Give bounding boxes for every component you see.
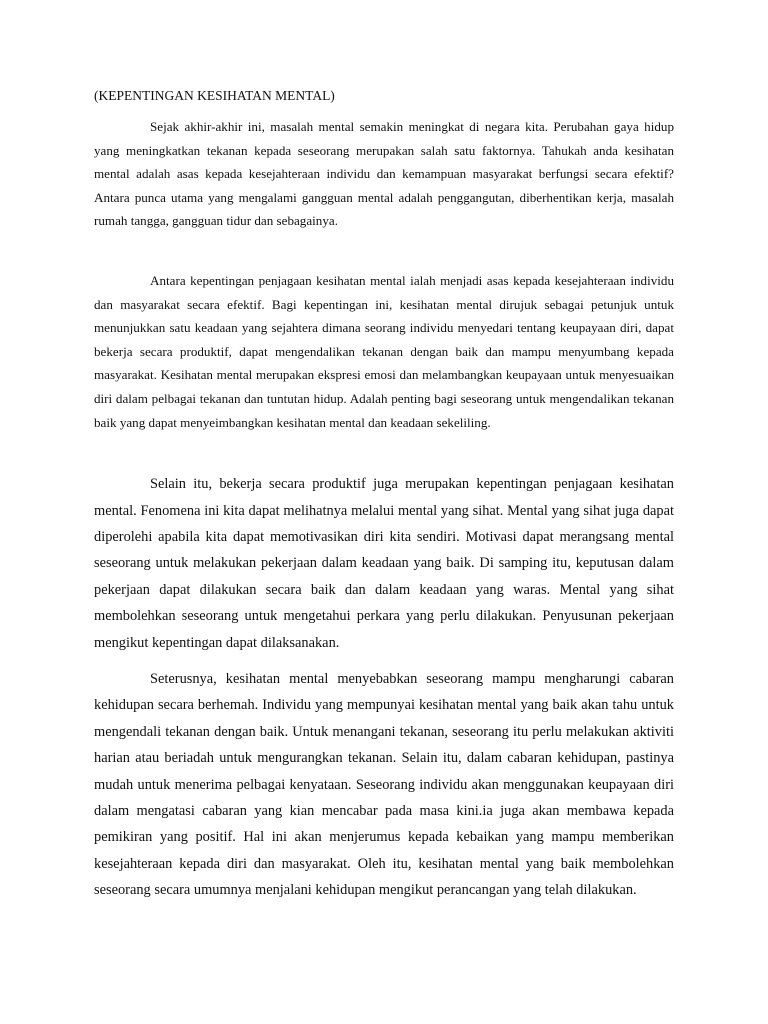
paragraph-intro: Sejak akhir-akhir ini, masalah mental semakin meningkat di negara kita. Perubahan gaya hidup yang meningkatkan tekanan kepada seseorang merupakan salah satu faktornya. Tahukah anda kesihatan mental adalah asas kepada kesejahteraan individu dan kemampuan masyarakat berfungsi secara efektif? Antara punca utama yang mengalami gangguan mental adalah penggangutan, diberhentikan kerja, masalah rumah tangga, gangguan tidur dan sebagainya. [94,119,674,229]
paragraph-life-challenges: Seterusnya, kesihatan mental menyebabkan seseorang mampu mengharungi cabaran kehidupan secara berhemah. Individu yang mempunyai kesihatan mental yang baik akan tahu untuk mengendali tekanan dengan baik. Untuk menangani tekanan, seseorang itu perlu melakukan aktiviti harian atau beriadah untuk mengurangkan tekanan. Selain itu, dalam cabaran kehidupan, pastinya mudah untuk menerima pelbagai kenyataan. Seseorang individu akan menggunakan keupayaan diri dalam mengatasi cabaran yang kian mencabar pada masa kini.ia juga akan membawa kepada pemikiran yang positif. Hal ini akan menjerumus kepada kebaikan yang mampu memberikan kesejahteraan kepada diri dan masyarakat. Oleh itu, kesihatan mental yang baik membolehkan seseorang secara umumnya menjalani kehidupan mengikut perancangan yang telah dilakukan. [94,670,674,899]
paragraph-wellbeing: Antara kepentingan penjagaan kesihatan mental ialah menjadi asas kepada kesejahteraan individu dan masyarakat secara efektif. Bagi kepentingan ini, kesihatan mental dirujuk sebagai petunjuk untuk menunjukkan satu keadaan yang sejahtera dimana seorang individu menyedari tentang keupayaan diri, dapat bekerja secara produktif, dapat mengendalikan tekanan dengan baik dan mampu menyumbang kepada masyarakat. Kesihatan mental merupakan ekspresi emosi dan melambangkan keupayaan untuk menyesuaikan diri dalam pelbagai tekanan dan tuntutan hidup. Adalah penting bagi seseorang untuk mengendalikan tekanan baik yang dapat menyeimbangkan kesihatan mental dan keadaan sekeliling. [94,272,674,430]
document-page [94,86,674,904]
paragraph-productive-work: Selain itu, bekerja secara produktif juga merupakan kepentingan penjagaan kesihatan mental. Fenomena ini kita dapat melihatnya melalui mental yang sihat. Mental yang sihat juga dapat diperolehi apabila kita dapat memotivasikan diri kita sendiri. Motivasi dapat merangsang mental seseorang untuk melakukan pekerjaan dalam keadaan yang baik. Di samping itu, keputusan dalam pekerjaan dapat dilakukan secara baik dan dalam keadaan yang waras. Mental yang sihat membolehkan seseorang untuk mengetahui perkara yang perlu dilakukan. Penyusunan pekerjaan mengikut kepentingan dapat dilaksanakan. [94,476,674,651]
document-title: (KEPENTINGAN KESIHATAN MENTAL) [94,88,335,103]
